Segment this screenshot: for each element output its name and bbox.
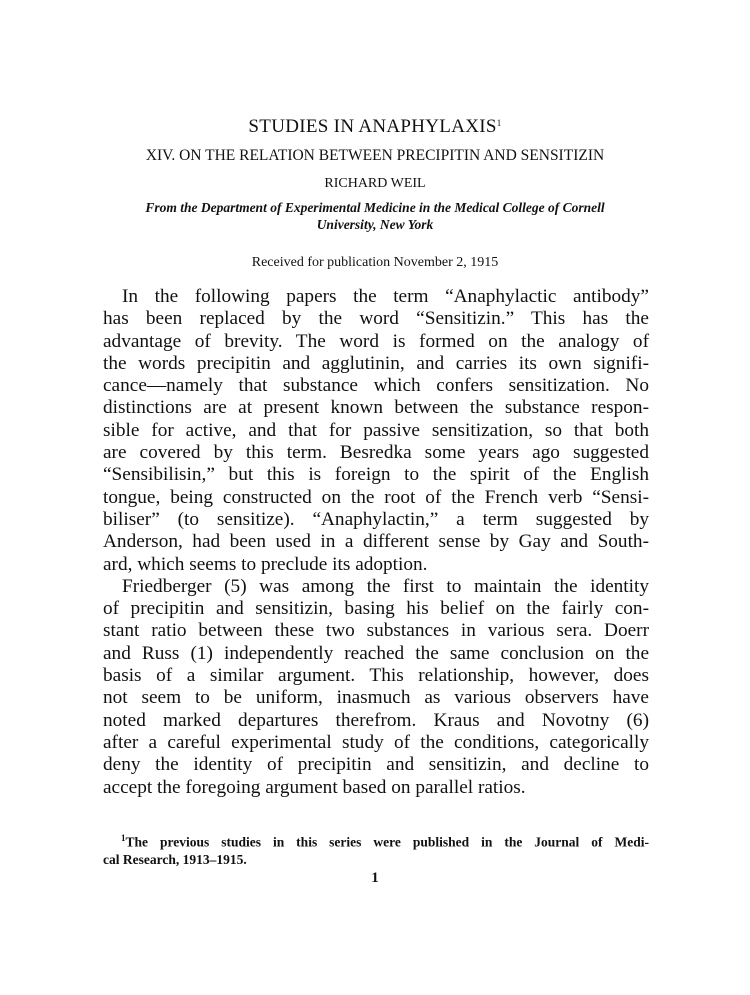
title-footnote-mark: 1 (496, 118, 502, 128)
paragraph-line: advantage of brevity. The word is formed on the analogy of (103, 330, 649, 352)
footnote-text: The previous studies in this series were published in the Journal of Medi- (125, 834, 649, 850)
paragraph-line: deny the identity of precipitin and sensitizin, and decline to (103, 754, 649, 776)
author: RICHARD WEIL (324, 176, 426, 191)
paragraph-line: and Russ (1) independently reached the same conclusion on the (103, 642, 649, 664)
paragraph-line: sible for active, and that for passive sensitization, so that both (103, 419, 649, 441)
article-title (0, 116, 750, 138)
page-number: 1 (371, 870, 379, 886)
paragraph-line: ard, which seems to preclude its adoption. (103, 553, 428, 575)
footnote-line (103, 830, 649, 851)
footnote-mark: 1 (121, 833, 126, 843)
body-text (103, 286, 649, 799)
paragraph-line: after a careful experimental study of the conditions, categorically (103, 731, 649, 753)
paragraph-line: In the following papers the term “Anaphylactic antibody” (122, 286, 649, 307)
paragraph-line: biliser” (to sensitize). “Anaphylactin,” a term suggested by (103, 508, 649, 530)
paragraph-line: noted marked departures therefrom. Kraus and Novotny (6) (103, 709, 649, 731)
paragraph-line: accept the foregoing argument based on parallel ratios. (103, 776, 526, 798)
paragraph-line: Anderson, had been used in a different sense by Gay and South- (103, 531, 649, 553)
paragraph-line: tongue, being constructed on the root of the French verb “Sensi- (103, 486, 649, 508)
paragraph-line: the words precipitin and agglutinin, and carries its own signifi- (103, 352, 649, 374)
paragraph-line: Friedberger (5) was among the first to maintain the identity (122, 575, 649, 597)
paragraph-line: “Sensibilisin,” but this is foreign to the spirit of the English (103, 464, 649, 486)
paragraph-line: basis of a similar argument. This relationship, however, does (103, 665, 649, 687)
paragraph-line: cance—namely that substance which confers sensitization. No (103, 375, 649, 397)
received-date: Received for publication November 2, 1915 (251, 255, 499, 270)
paragraph-line: has been replaced by the word “Sensitizin.” This has the (103, 308, 649, 330)
paragraph-line: stant ratio between these two substances in various sera. Doerr (103, 620, 649, 642)
footnote-line: cal Research, 1913–1915. (103, 851, 247, 867)
paragraph-line: are covered by this term. Besredka some years ago suggested (103, 442, 649, 464)
affiliation-line-1: From the Department of Experimental Medicine in the Medical College of Cornell (145, 200, 605, 215)
title-text: STUDIES IN ANAPHYLAXIS (248, 116, 497, 137)
footnote (103, 830, 649, 868)
article-subtitle: XIV. ON THE RELATION BETWEEN PRECIPITIN AND SENSITIZIN (145, 147, 605, 164)
paragraph-line: distinctions are at present known between the substance respon- (103, 397, 649, 419)
affiliation-line-2: University, New York (316, 217, 434, 232)
paragraph-line: of precipitin and sensitizin, basing his belief on the fairly con- (103, 598, 649, 620)
paragraph-line: not seem to be uniform, inasmuch as various observers have (103, 687, 649, 709)
